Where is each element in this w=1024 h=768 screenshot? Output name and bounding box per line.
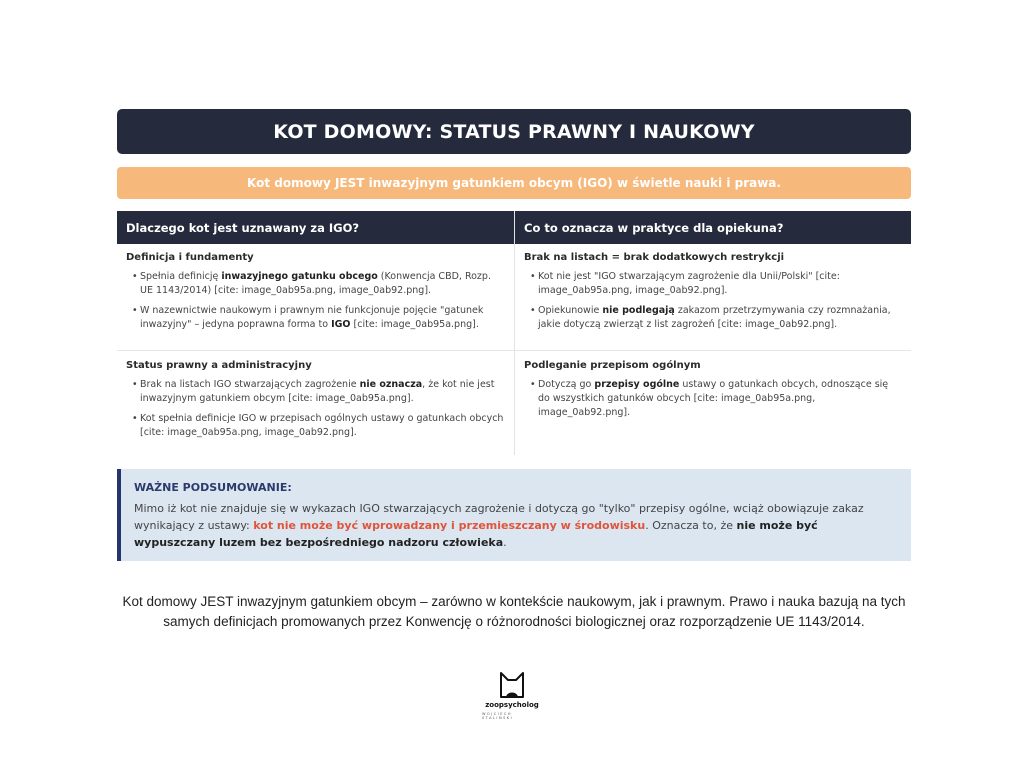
right-column-header [515,211,911,244]
definition-section-title: Definicja i fundamenty [126,252,254,263]
logo-name: zoopsycholog [485,701,539,709]
igo-banner [117,167,911,199]
legal-status-section [117,351,514,440]
left-column-header [117,211,514,244]
definition-list [126,270,504,332]
no-restrictions-section-title: Brak na listach = brak dodatkowych restrykcji [524,252,785,263]
legal-status-section-title: Status prawny a administracyjny [126,360,312,371]
legal-status-list [126,378,504,440]
infographic-title-bar [117,109,911,154]
no-restrictions-list [524,270,901,332]
summary-highlight: kot nie może być wprowadzany i przemieszczany w środowisku [253,519,646,532]
general-rules-list [524,378,901,420]
list-item: • Opiekunowie nie podlegają zakazom przetrzymywania czy rozmnażania, jakie dotyczą zwierząt z list zagrożeń [cite: image_0ab92.png]. [530,304,901,332]
definition-section [117,244,514,351]
infographic-title: KOT DOMOWY: STATUS PRAWNY I NAUKOWY [273,120,755,143]
right-column [515,211,911,455]
summary-bold: nie może być wypuszczany luzem bez bezpośredniego nadzoru człowieka [134,519,818,549]
general-rules-section-title: Podleganie przepisom ogólnym [524,360,701,371]
zoopsycholog-logo [482,670,542,726]
left-column-title: Dlaczego kot jest uznawany za IGO? [126,220,360,235]
right-column-title: Co to oznacza w praktyce dla opiekuna? [524,220,784,235]
list-item: • Brak na listach IGO stwarzających zagrożenie nie oznacza, że kot nie jest inwazyjnym gatunkiem obcym [cite: image_0ab95a.png]. [132,378,504,406]
list-item: • Kot nie jest "IGO stwarzającym zagrożenie dla Unii/Polski" [cite: image_0ab95a.png, image_0ab92.png]. [530,270,901,298]
summary-box [117,469,911,561]
logo-subtitle: WOJCIECH STALIŃSKI [482,712,514,720]
summary-text: Mimo iż kot nie znajduje się w wykazach IGO stwarzających zagrożenie i dotyczą go "tylko" przepisy ogólne, wciąż obowiązuje zakaz wynikający z ustawy: kot nie może być wprowadzany i przemieszczany w środowisku. Oznacza to, że nie może być wypuszczany luzem bez bezpośredniego nadzoru człowieka. [134,502,864,549]
list-item: • Dotyczą go przepisy ogólne ustawy o gatunkach obcych, odnoszące się do wszystkich gatunków obcych [cite: image_0ab95a.png, image_0ab92.png]. [530,378,901,420]
list-item: • Spełnia definicję inwazyjnego gatunku obcego (Konwencja CBD, Rozp. UE 1143/2014) [cite: image_0ab95a.png, image_0ab92.png]. [132,270,504,298]
list-item: • W nazewnictwie naukowym i prawnym nie funkcjonuje pojęcie "gatunek inwazyjny" – jedyna poprawna forma to IGO [cite: image_0ab95a.png]. [132,304,504,332]
left-column [117,211,515,455]
general-rules-section [515,351,911,420]
list-item: • Kot spełnia definicje IGO w przepisach ogólnych ustawy o gatunkach obcych [cite: image_0ab95a.png, image_0ab92.png]. [132,412,504,440]
no-restrictions-section [515,244,911,351]
igo-banner-text: Kot domowy JEST inwazyjnym gatunkiem obcym (IGO) w świetle nauki i prawa. [247,176,781,190]
caption-text: Kot domowy JEST inwazyjnym gatunkiem obcym – zarówno w kontekście naukowym, jak i prawnym. Prawo i nauka bazują na tych samych definicjach promowanych przez Konwencję o różnorodności biologicznej oraz rozporządzenie UE 1143/2014. [122,594,906,629]
cat-logo-icon [497,670,527,700]
summary-title: WAŻNE PODSUMOWANIE: [134,481,292,494]
